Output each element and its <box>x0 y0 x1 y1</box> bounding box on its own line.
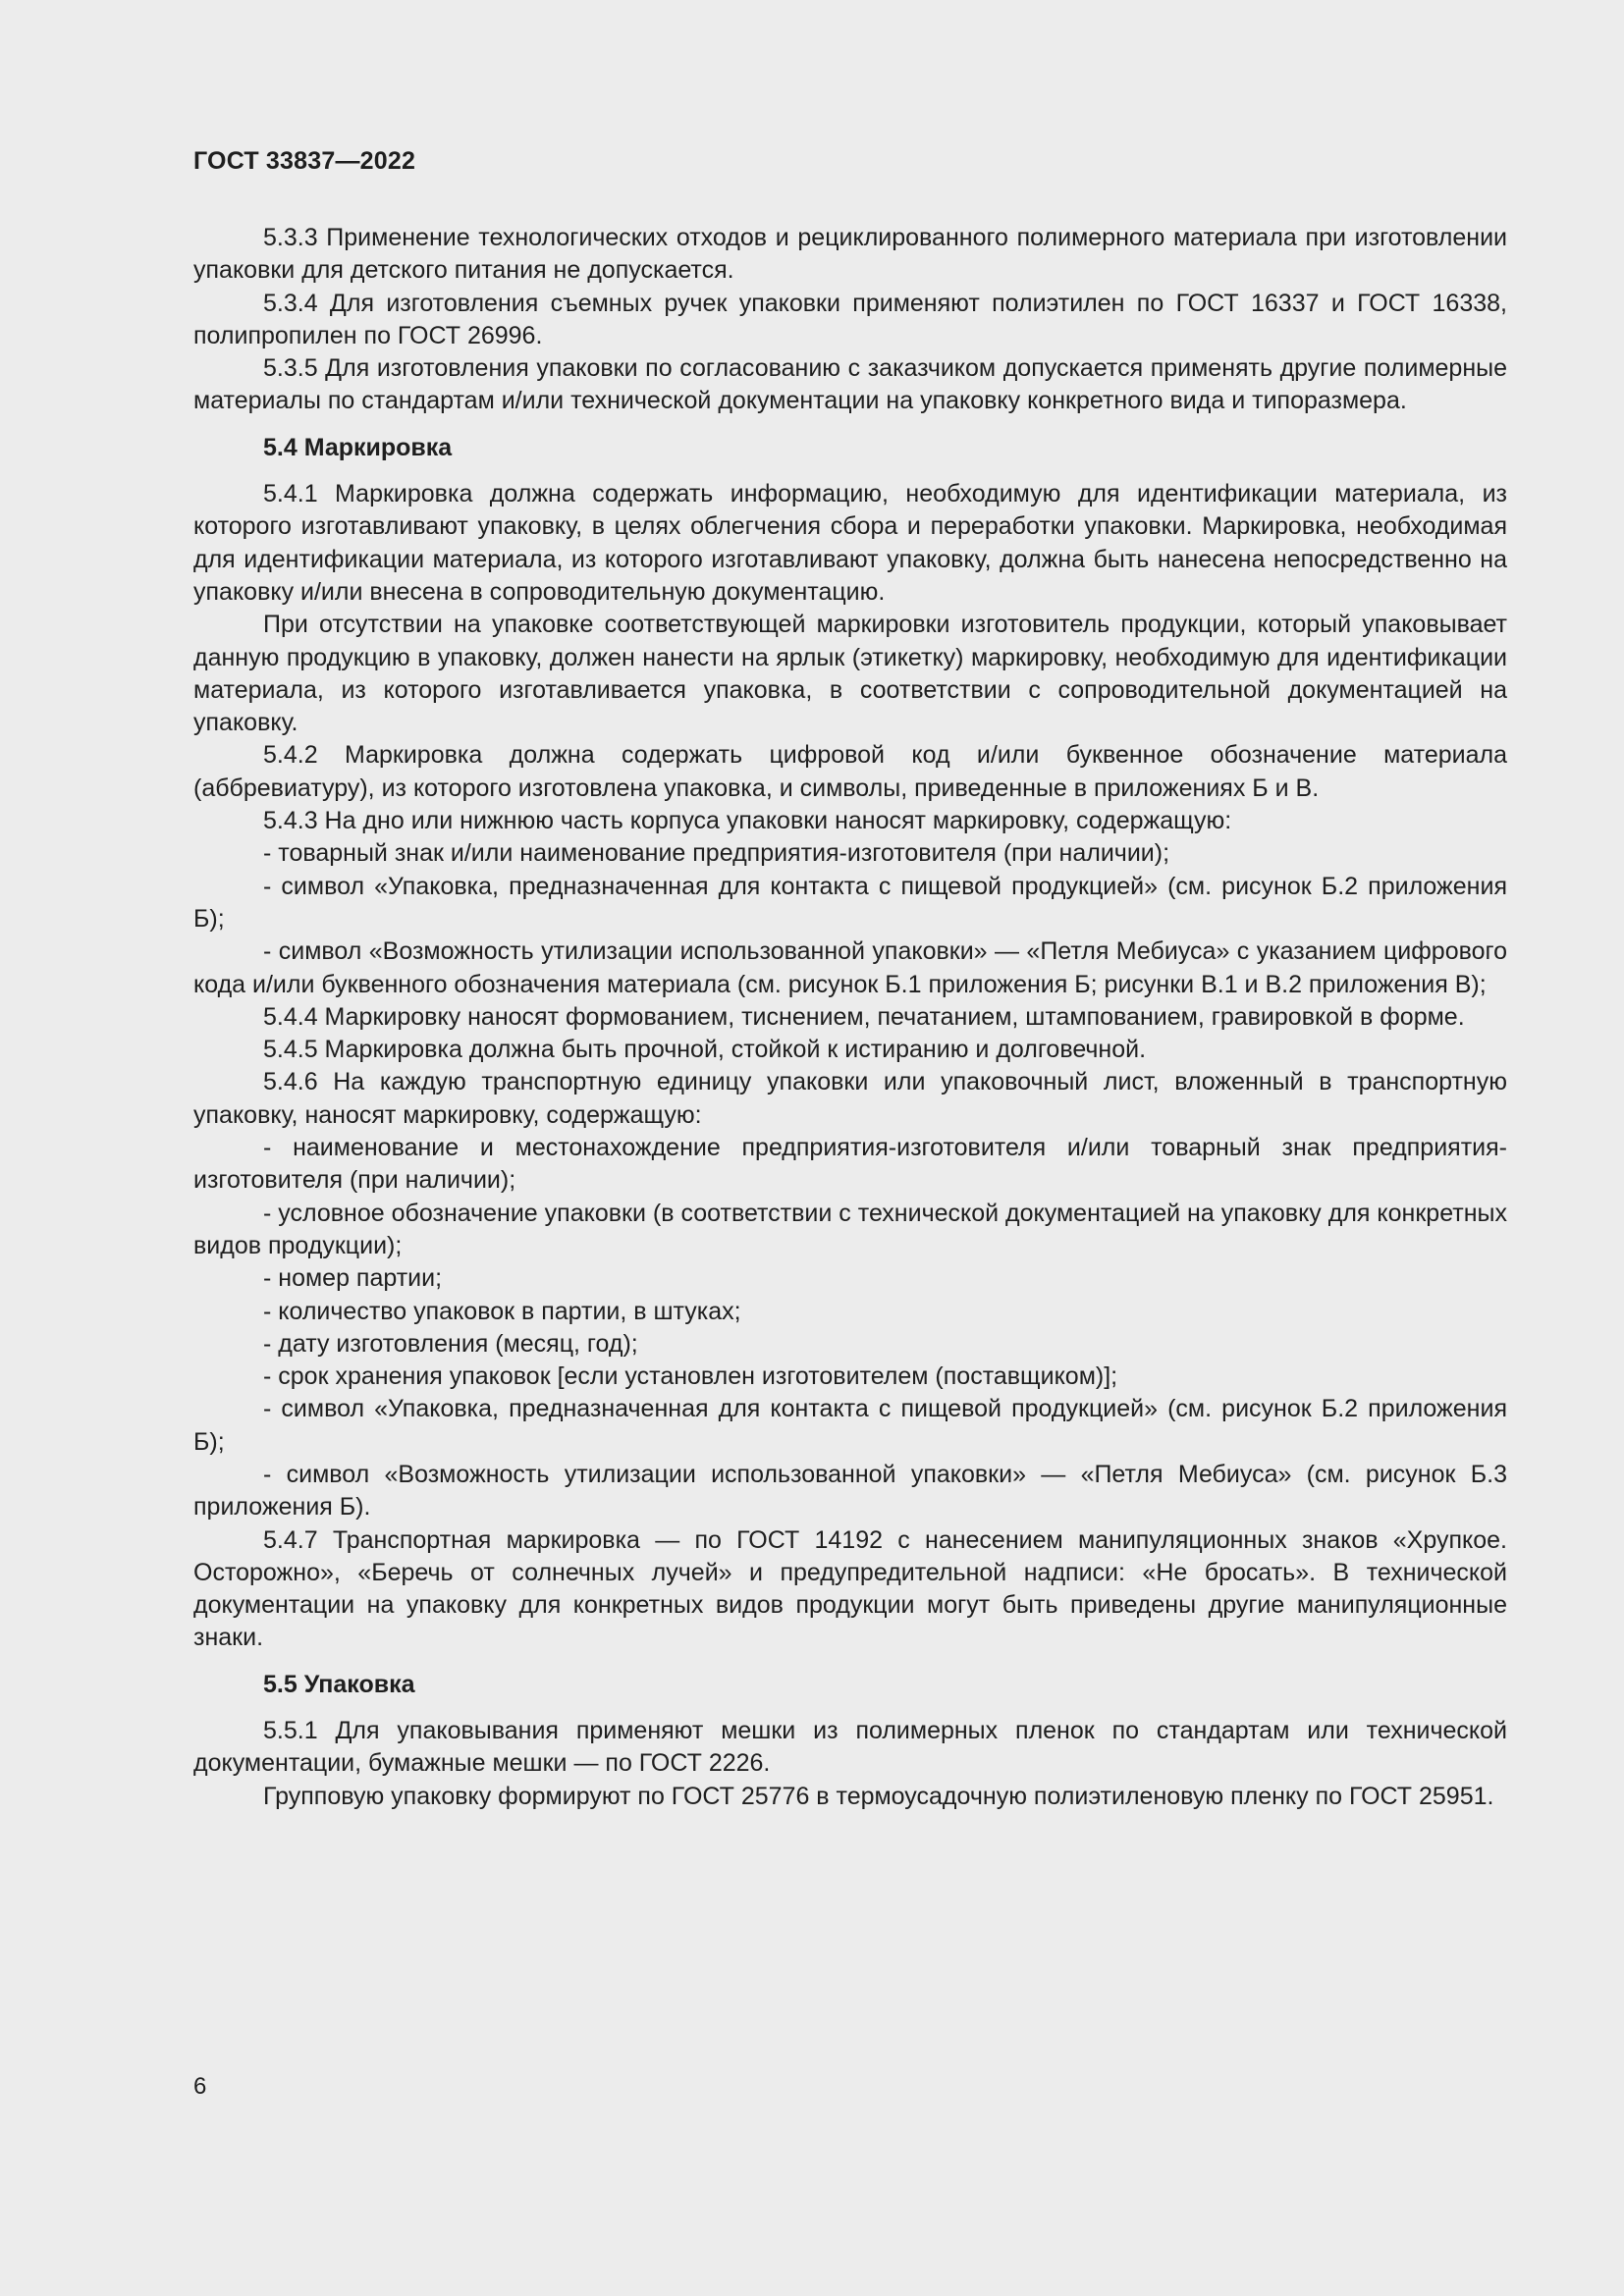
list-item: - количество упаковок в партии, в штуках; <box>263 1297 741 1325</box>
list-item: - наименование и местонахождение предприятия-изготовителя и/или товарный знак предприятия-изготовителя (при наличии); <box>193 1134 1507 1195</box>
document-body <box>193 222 1507 1813</box>
paragraph-5-5-1: 5.5.1 Для упаковывания применяют мешки из полимерных пленок по стандартам или технической документации, бумажные мешки — по ГОСТ 2226. <box>193 1717 1507 1778</box>
section-heading-5-5: 5.5 Упаковка <box>263 1670 415 1698</box>
list-item: - символ «Упаковка, предназначенная для контакта с пищевой продукцией» (см. рисунок Б.2 приложения Б); <box>193 1395 1507 1456</box>
document-header: ГОСТ 33837—2022 <box>193 147 416 175</box>
list-item: - символ «Возможность утилизации использованной упаковки» — «Петля Мебиуса» (см. рисунок Б.3 приложения Б). <box>193 1460 1507 1522</box>
list-item: - номер партии; <box>263 1264 443 1293</box>
paragraph-5-5-1-cont: Групповую упаковку формируют по ГОСТ 25776 в термоусадочную полиэтиленовую пленку по ГОСТ 25951. <box>263 1782 1494 1810</box>
paragraph-5-4-2: 5.4.2 Маркировка должна содержать цифровой код и/или буквенное обозначение материала (аббревиатуру), из которого изготовлена упаковка, и символы, приведенные в приложениях Б и В. <box>193 741 1507 802</box>
list-item: - товарный знак и/или наименование предприятия-изготовителя (при наличии); <box>263 839 1170 868</box>
paragraph-5-4-3: 5.4.3 На дно или нижнюю часть корпуса упаковки наносят маркировку, содержащую: <box>263 807 1232 835</box>
paragraph-5-3-5: 5.3.5 Для изготовления упаковки по согласованию с заказчиком допускается применять другие полимерные материалы по стандартам и/или технической документации на упаковку конкретного вида и типоразмера. <box>193 354 1507 415</box>
paragraph-5-3-4: 5.3.4 Для изготовления съемных ручек упаковки применяют полиэтилен по ГОСТ 16337 и ГОСТ 16338, полипропилен по ГОСТ 26996. <box>193 289 1507 349</box>
paragraph-5-3-3: 5.3.3 Применение технологических отходов и рециклированного полимерного материала при изготовлении упаковки для детского питания не допускается. <box>193 224 1507 285</box>
list-item: - символ «Упаковка, предназначенная для контакта с пищевой продукцией» (см. рисунок Б.2 приложения Б); <box>193 872 1507 933</box>
list-item: - условное обозначение упаковки (в соответствии с технической документацией на упаковку для конкретных видов продукции); <box>193 1199 1507 1259</box>
paragraph-5-4-6: 5.4.6 На каждую транспортную единицу упаковки или упаковочный лист, вложенный в транспортную упаковку, наносят маркировку, содержащую: <box>193 1068 1507 1129</box>
page-number: 6 <box>193 2073 207 2100</box>
paragraph-5-4-1: 5.4.1 Маркировка должна содержать информацию, необходимую для идентификации материала, из которого изготавливают упаковку, в целях облегчения сбора и переработки упаковки. Маркировка, необходимая для идентификации материала, из которого изготавливают упаковку, должна быть нанесена непосредственно на упаковку и/или внесена в сопроводительную документацию. <box>193 480 1507 606</box>
paragraph-5-4-1-cont: При отсутствии на упаковке соответствующей маркировки изготовитель продукции, который упаковывает данную продукцию в упаковку, должен нанести на ярлык (этикетку) маркировку, необходимую для идентификации материала, из которого изготавливается упаковка, в соответствии с сопроводительной документацией на упаковку. <box>193 611 1507 737</box>
paragraph-5-4-7: 5.4.7 Транспортная маркировка — по ГОСТ 14192 с нанесением манипуляционных знаков «Хрупкое. Осторожно», «Беречь от солнечных лучей» и предупредительной надписи: «Не бросать». В технической документации на упаковку для конкретных видов продукции могут быть приведены другие манипуляционные знаки. <box>193 1525 1507 1652</box>
list-item: - дату изготовления (месяц, год); <box>263 1329 638 1358</box>
paragraph-5-4-5: 5.4.5 Маркировка должна быть прочной, стойкой к истиранию и долговечной. <box>263 1036 1147 1064</box>
list-item: - символ «Возможность утилизации использованной упаковки» — «Петля Мебиуса» с указанием цифрового кода и/или буквенного обозначения материала (см. рисунок Б.1 приложения Б; рисунки В.1 и В.2 приложения В); <box>193 937 1507 998</box>
paragraph-5-4-4: 5.4.4 Маркировку наносят формованием, тиснением, печатанием, штампованием, гравировкой в форме. <box>263 1002 1465 1031</box>
list-item: - срок хранения упаковок [если установлен изготовителем (поставщиком)]; <box>263 1362 1118 1391</box>
section-heading-5-4: 5.4 Маркировка <box>263 433 453 461</box>
